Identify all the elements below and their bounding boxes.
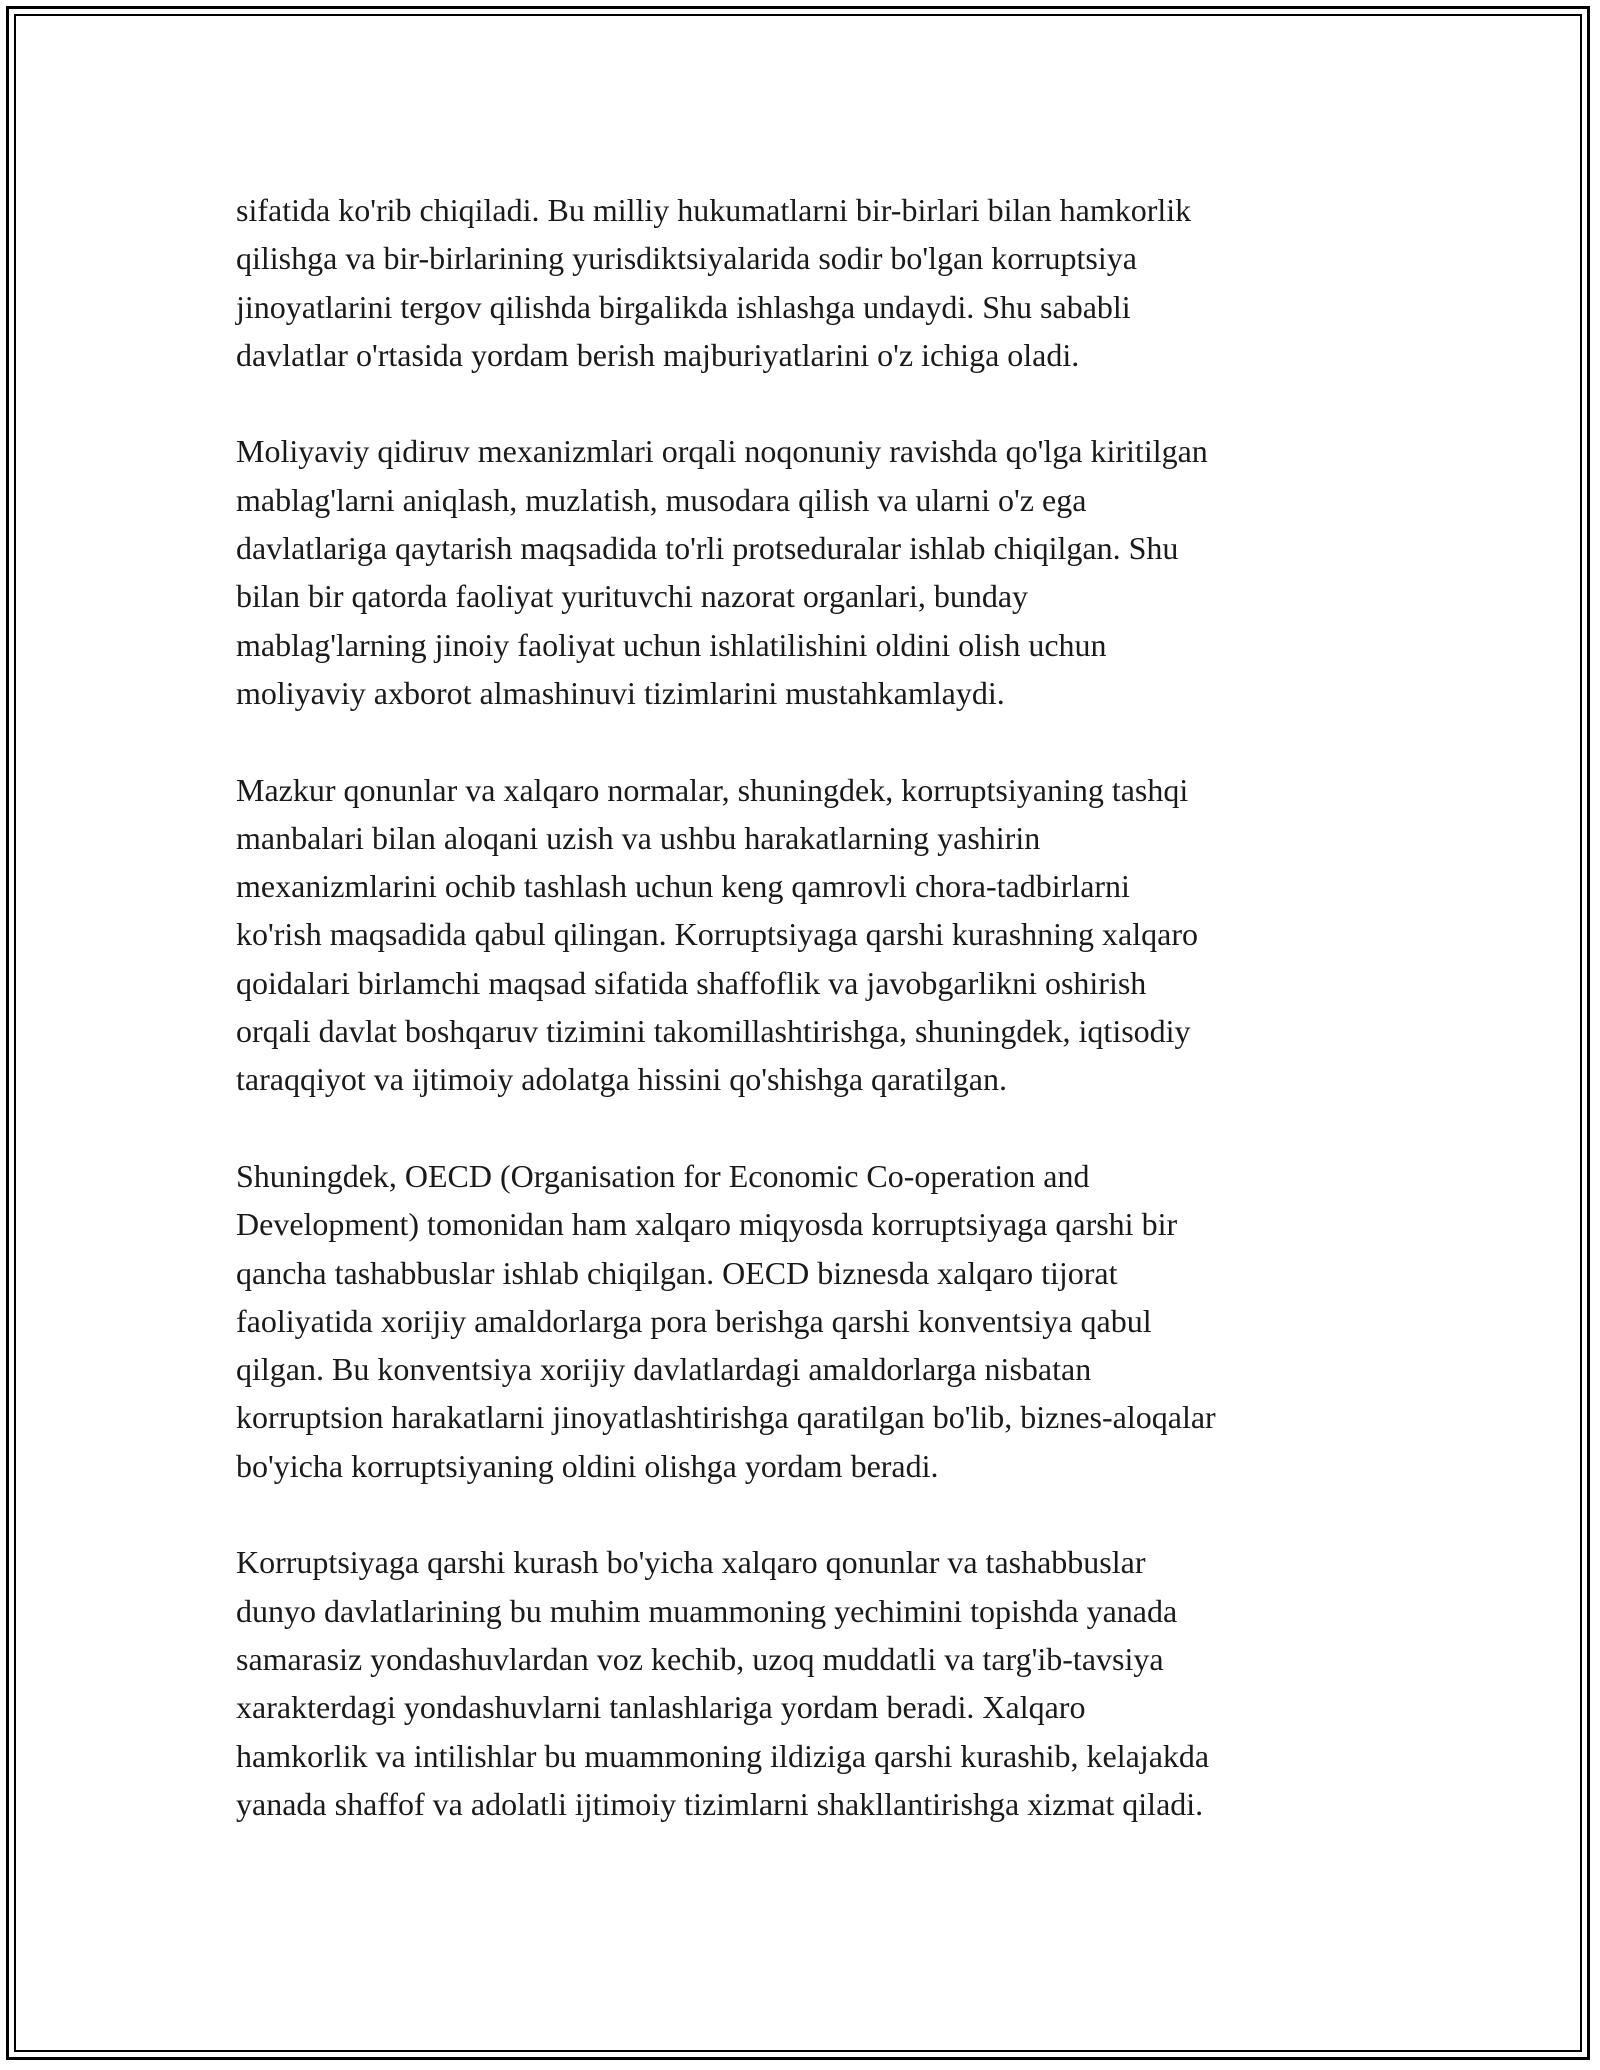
paragraph-4: Shuningdek, OECD (Organisation for Economic Co-operation and Development) tomonidan ham xalqaro miqyosda korruptsiyaga qarshi bir qancha tashabbuslar ishlab chiqilgan. OECD biznesda xalqaro tijorat faoliyatida xorijiy amaldorlarga pora berishga qarshi konventsiya qabul qilgan. Bu konventsiya xorijiy davlatlardagi amaldorlarga nisbatan korruptsion harakatlarni jinoyatlashtirishga qaratilgan bo'lib, biznes-aloqalar bo'yicha korruptsiyaning oldini olishga yordam beradi. — [236, 1157, 1216, 1484]
document-body — [236, 186, 1376, 1876]
paragraph-3: Mazkur qonunlar va xalqaro normalar, shuningdek, korruptsiyaning tashqi manbalari bilan aloqani uzish va ushbu harakatlarning yashirin mexanizmlarini ochib tashlash uchun keng qamrovli chora-tadbirlarni ko'rish maqsadida qabul qilingan. Korruptsiyaga qarshi kurashning xalqaro qoidalari birlamchi maqsad sifatida shaffoflik va javobgarlikni oshirish orqali davlat boshqaruv tizimini takomillashtirishga, shuningdek, iqtisodiy taraqqiyot va ijtimoiy adolatga hissini qo'shishga qaratilgan. — [236, 771, 1198, 1098]
paragraph-2: Moliyaviy qidiruv mexanizmlari orqali noqonuniy ravishda qo'lga kiritilgan mablag'larni aniqlash, muzlatish, musodara qilish va ularni o'z ega davlatlariga qaytarish maqsadida to'rli protseduralar ishlab chiqilgan. Shu bilan bir qatorda faoliyat yurituvchi nazorat organlari, bunday mablag'larning jinoiy faoliyat uchun ishlatilishini oldini olish uchun moliyaviy axborot almashinuvi tizimlarini mustahkamlaydi. — [236, 433, 1208, 711]
paragraph-1: sifatida ko'rib chiqiladi. Bu milliy hukumatlarni bir-birlari bilan hamkorlik qilishga va bir-birlarining yurisdiktsiyalarida sodir bo'lgan korruptsiya jinoyatlarini tergov qilishda birgalikda ishlashga undaydi. Shu sababli davlatlar o'rtasida yordam berish majburiyatlarini o'z ichiga oladi. — [236, 192, 1192, 373]
paragraph-5: Korruptsiyaga qarshi kurash bo'yicha xalqaro qonunlar va tashabbuslar dunyo davlatlarining bu muhim muammoning yechimini topishda yanada samarasiz yondashuvlardan voz kechib, uzoq muddatli va targ'ib-tavsiya xarakterdagi yondashuvlarni tanlashlariga yordam beradi. Xalqaro hamkorlik va intilishlar bu muammoning ildiziga qarshi kurashib, kelajakda yanada shaffof va adolatli ijtimoiy tizimlarni shakllantirishga xizmat qiladi. — [236, 1544, 1210, 1822]
